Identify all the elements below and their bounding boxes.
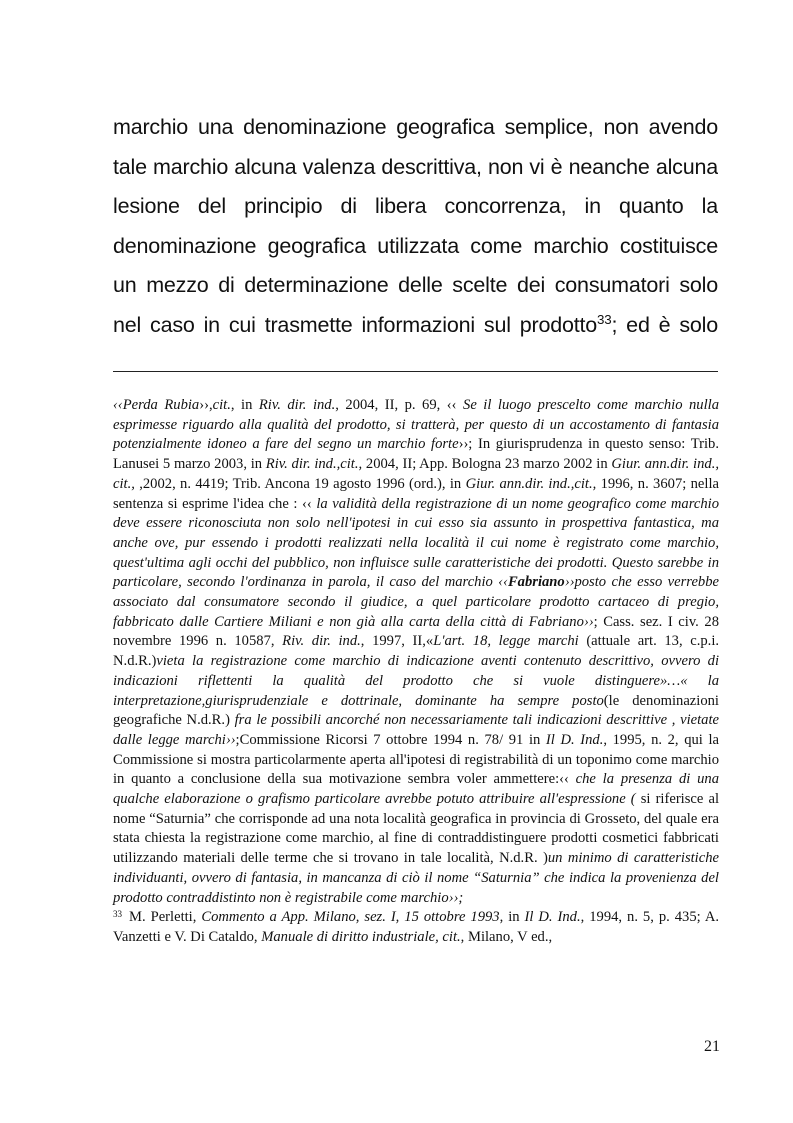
fn-text: si riferisce al nome “Saturnia” che corrisponde ad una nota località geografica in provincia di Grosseto, del quale era stata chiesta la registrazione come marchio, al fine di contraddistinguere prodotti cosmetici fabbricati utilizzando materiali delle terme che si trovano in tale località, N.d.R. ) — [113, 791, 719, 867]
page-number: 21 — [704, 1038, 720, 1055]
fn-text: Perda Rubia — [122, 397, 200, 413]
fn-text — [508, 574, 565, 590]
fn-text: fra le possibili ancorché non necessariamente tali indicazioni descrittive , vietate dalle legge marchi›› — [113, 712, 719, 748]
fn-text: 1996, n. 3607; nella sentenza si esprime l'idea che : ‹‹ — [113, 475, 719, 512]
fn-text: ‹‹ — [113, 397, 123, 413]
fn-text: Manuale di diritto industriale, cit. — [261, 928, 461, 945]
fn-text: M. Perletti, — [124, 909, 202, 926]
fn-text: , in — [499, 909, 525, 926]
fn-text: , in — [230, 397, 259, 413]
footnote-33 — [113, 908, 719, 947]
body-line — [113, 306, 718, 346]
fn-text: ››posto che esso verrebbe associato dal consumatore secondo il giudice, a quel particolare prodotto cartaceo di pregio, fabbricato dalle Cartiere Miliani e non già alla carta della città di Fabriano›› — [113, 574, 719, 630]
fn-text: , 2004, II, p. 69, ‹‹ — [335, 397, 464, 413]
body-paragraph — [113, 108, 718, 345]
fn-text: Riv. dir. ind. — [282, 633, 361, 650]
fn-text: un minimo di caratteristiche individuanti, ovvero di fantasia, in mancanza di ciò il nome “Saturnia” che indica la provenienza del prodotto contraddistinto non è registrabile come marchio››; — [113, 850, 719, 906]
fn-text: Il D. Ind. — [524, 909, 581, 926]
fn-text: Giur. ann.dir. ind., cit., — [113, 456, 719, 492]
fn-text: , 1995, n. 2, qui la Commissione si mostra particolarmente aperta all'ipotesi di registrabilità di un toponimo come marchio in quanto a conclusione della sua motivazione sembra voler ammettere:‹‹ — [113, 731, 719, 788]
fn-text: Riv. dir. ind. — [258, 397, 336, 413]
fn-text: L'art. 18, legge marchi — [433, 633, 579, 650]
body-line: lesione del principio di libera concorrenza, in quanto la — [113, 194, 718, 218]
body-line: marchio una denominazione geografica semplice, non avendo — [113, 115, 718, 139]
footnotes — [113, 396, 719, 948]
fn-text: , 1994, n. 5, p. 435; A. Vanzetti e V. Di Cataldo, — [113, 909, 720, 945]
fn-text: Giur. ann.dir. ind.,cit., — [465, 475, 597, 492]
fn-text: ››, — [199, 397, 213, 413]
fn-text: Fabriano — [507, 574, 565, 591]
fn-text: cit. — [212, 397, 231, 413]
fn-text: (le denominazioni geografiche N.d.R.) — [113, 692, 719, 729]
fn-text: ; Cass. sez. I civ. 28 novembre 1996 n. 10587, — [113, 613, 719, 650]
fn-text: che la presenza di una qualche elaborazione o grafismo particolare avrebbe potuto attribuire all'espressione ( — [113, 771, 720, 808]
fn-text: , 1997, II,« — [360, 633, 434, 650]
footnote-separator — [113, 371, 718, 372]
body-line: un mezzo di determinazione delle scelte dei consumatori solo — [113, 273, 718, 297]
fn-text: la validità della registrazione di un nome geografico come marchio deve essere riconosciuta non solo nell'ipotesi in cui esso sia assunto in prospettiva fantastica, ma anche ove, pur essendo i prodotti realizzati nella località il cui nome è registrato come marchio, quest'ultima agli occhi del pubblico, non influisce sulle caratteristiche dei prodotti. Questo sarebbe in particolare, secondo l'ordinanza in parola, il caso del marchio ‹‹ — [113, 495, 719, 591]
fn-text: 2004, II; App. Bologna 23 marzo 2002 in — [362, 456, 612, 473]
body-line: tale marchio alcuna valenza descrittiva, non vi è neanche alcuna — [113, 154, 718, 179]
fn-text: , Milano, V ed., — [460, 928, 553, 945]
footnote-reference: 33 — [597, 312, 612, 328]
body-line: denominazione geografica utilizzata come marchio costituisce — [113, 233, 718, 258]
fn-text: ,2002, n. 4419; Trib. Ancona 19 agosto 1996 (ord.), in — [134, 475, 466, 492]
fn-text: (attuale art. 13, c.p.i. N.d.R.) — [113, 633, 720, 670]
fn-text: vieta la registrazione come marchio di indicazione aventi contenuto descrittivo, ovvero di indicazioni riflettenti la qualità del prodotto che si vuole distinguere»…« la interpretazione,giurisprudenziale e dottrinale, dominante ha sempre posto — [113, 653, 719, 709]
fn-text: ;Commissione Ricorsi 7 ottobre 1994 n. 78/ 91 in — [235, 731, 546, 748]
footnote-number: 33 — [113, 908, 123, 919]
fn-text: Commento a App. Milano, sez. I, 15 ottobre 1993 — [201, 909, 500, 926]
body-line-text: ; ed è solo — [611, 312, 718, 337]
fn-text: Riv. dir. ind.,cit., — [265, 456, 363, 473]
fn-text: Se il luogo prescelto come marchio nulla esprimesse riguardo alla qualità del prodotto, si tratterà, per questo di un accostamento di fantasia potenzialmente idoneo a fare del segno un marchio forte — [113, 397, 720, 453]
body-line-text: nel caso in cui trasmette informazioni sul prodotto — [113, 312, 598, 337]
fn-text: Il D. Ind. — [545, 731, 604, 748]
fn-text: ››; In giurisprudenza in questo senso: Trib. Lanusei 5 marzo 2003, in — [113, 436, 719, 473]
footnote-continued — [113, 396, 719, 908]
